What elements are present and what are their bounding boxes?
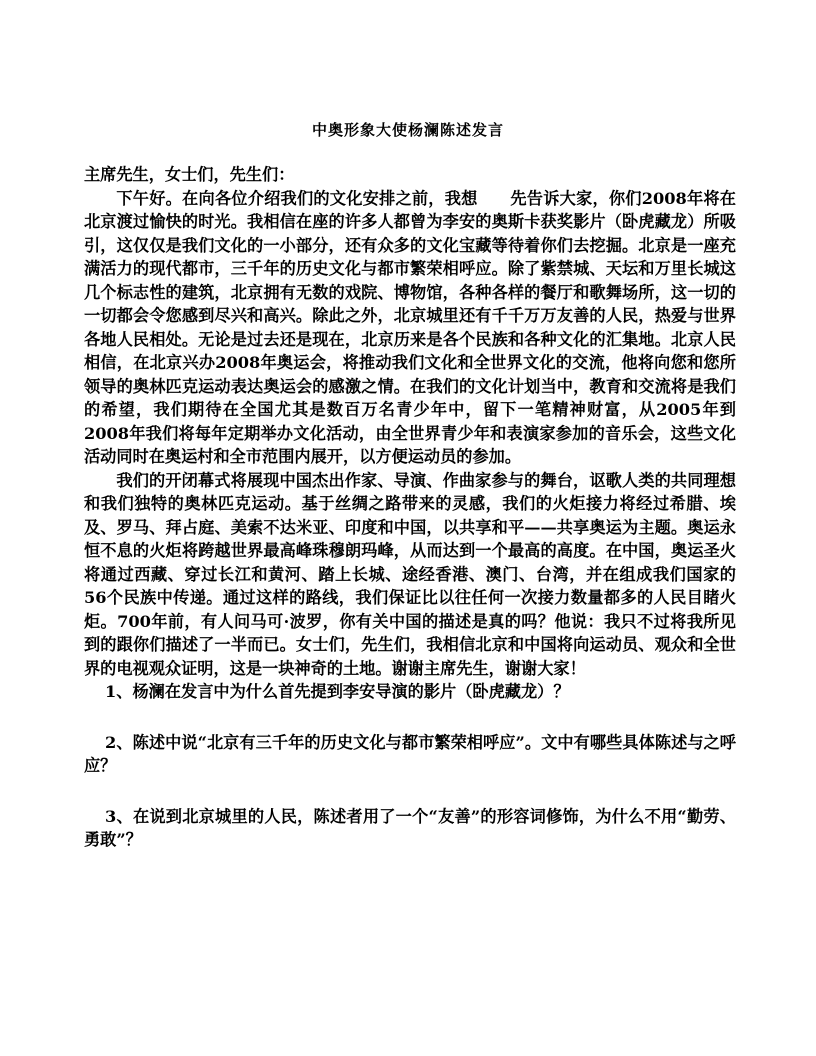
document-title: 中奥形象大使杨澜陈述发言: [311, 121, 504, 139]
spacer: [84, 704, 736, 731]
document-body: [84, 163, 736, 852]
question-item: 3、在说到北京城里的人民，陈述者用了一个“友善”的形容词修饰，为什么不用“勤劳、勇敢”？: [84, 806, 736, 849]
spacer: [84, 778, 736, 805]
question-item: 1、杨澜在发言中为什么首先提到李安导演的影片（卧虎藏龙）？: [105, 682, 570, 701]
paragraph: 下午好。在向各位介绍我们的文化安排之前，我想 先告诉大家，你们2008年将在北京渡过愉快的时光。我相信在座的许多人都曾为李安的奥斯卡获奖影片（卧虎藏龙）所吸引，这仅仅是我们文化的一小部分，还有众多的文化宝藏等待着你们去挖掘。北京是一座充满活力的现代都市，三千年的历史文化与都市繁荣相呼应。除了紫禁城、天坛和万里长城这几个标志性的建筑，北京拥有无数的戏院、博物馆，各种各样的餐厅和歌舞场所，这一切的一切都会令您感到尽兴和高兴。除此之外，北京城里还有千千万万友善的人民，热爱与世界各地人民相处。无论是过去还是现在，北京历来是各个民族和各种文化的汇集地。北京人民相信，在北京兴办2008年奥运会，将推动我们文化和全世界文化的交流，他将向您和您所领导的奥林匹克运动表达奥运会的感激之情。在我们的文化计划当中，教育和交流将是我们的希望，我们期待在全国尤其是数百万名青少年中，留下一笔精神财富，从2005年到2008年我们将每年定期举办文化活动，由全世界青少年和表演家参加的音乐会，这些文化活动同时在奥运村和全市范围内展开，以方便运动员的参加。: [84, 188, 736, 466]
paragraph: 我们的开闭幕式将展现中国杰出作家、导演、作曲家参与的舞台，讴歌人类的共同理想和我们独特的奥林匹克运动。基于丝绸之路带来的灵感，我们的火炬接力将经过希腊、埃及、罗马、拜占庭、美索不达米亚、印度和中国，以共享和平——共享奥运为主题。奥运永恒不息的火炬将跨越世界最高峰珠穆朗玛峰，从而达到一个最高的高度。在中国，奥运圣火将通过西藏、穿过长江和黄河、踏上长城、途经香港、澳门、台湾，并在组成我们国家的56个民族中传递。通过这样的路线，我们保证比以往任何一次接力数量都多的人民目睹火炬。700年前，有人问马可·波罗，你有关中国的描述是真的吗？他说：我只不过将我所见到的跟你们描述了一半而已。女士们，先生们，我相信北京和中国将向运动员、观众和全世界的电视观众证明，这是一块神奇的土地。谢谢主席先生，谢谢大家！: [84, 470, 736, 678]
question-item: 2、陈述中说“北京有三千年的历史文化与都市繁荣相呼应”。文中有哪些具体陈述与之呼应？: [84, 732, 736, 775]
salutation: 主席先生，女士们，先生们：: [84, 165, 295, 184]
